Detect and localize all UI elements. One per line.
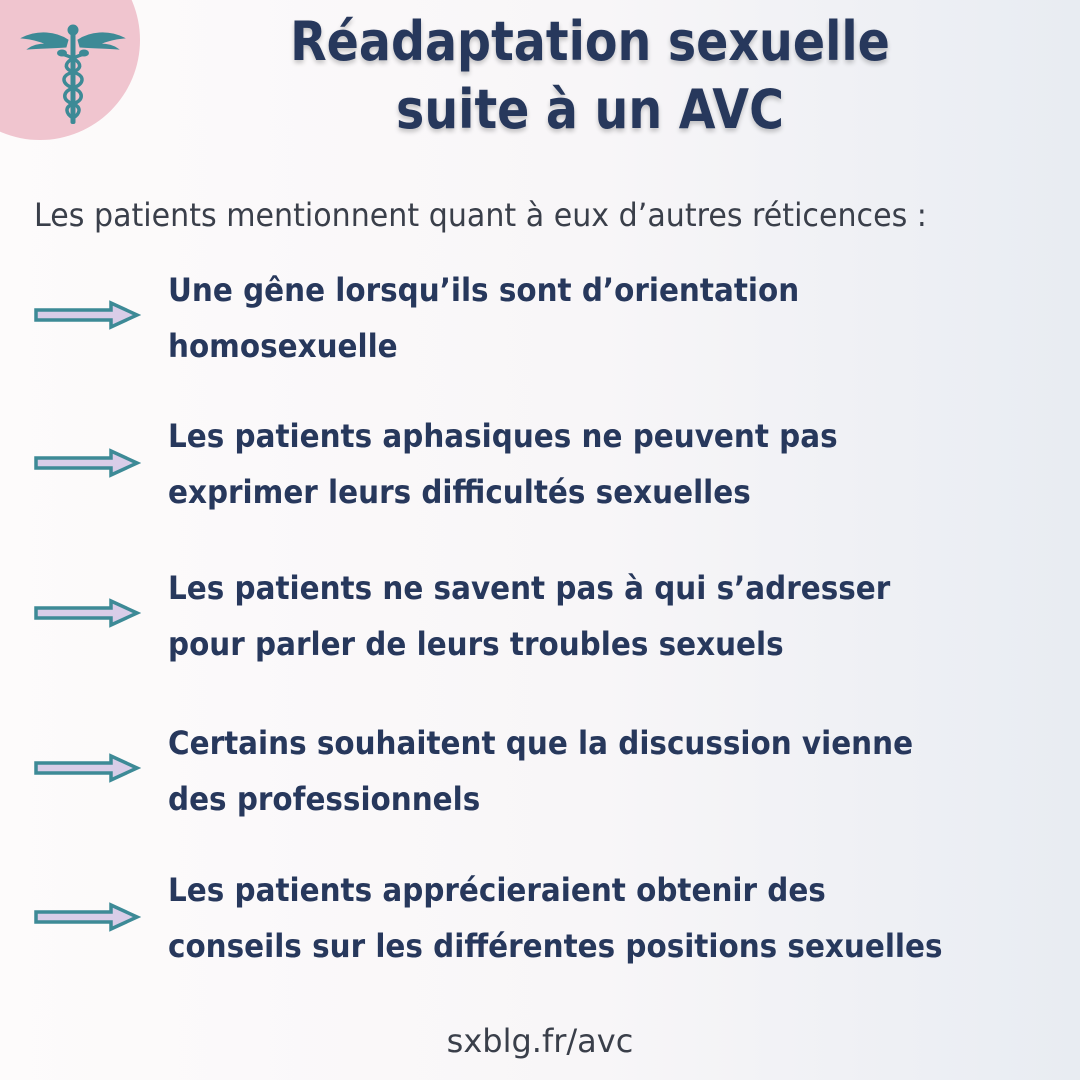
item-text bbox=[168, 862, 996, 974]
list-item bbox=[0, 408, 1080, 528]
item-line-1: Une gêne lorsqu’ils sont d’orientation bbox=[168, 271, 800, 309]
list-item bbox=[0, 560, 1080, 680]
item-line-2: conseils sur les différentes positions sexuelles bbox=[168, 927, 943, 965]
item-line-1: Les patients aphasiques ne peuvent pas bbox=[168, 417, 838, 455]
item-line-1: Certains souhaitent que la discussion vienne bbox=[168, 724, 914, 762]
arrow-right-icon bbox=[33, 902, 141, 932]
title-line-2: suite à un AVC bbox=[396, 78, 784, 141]
item-line-2: exprimer leurs difficultés sexuelles bbox=[168, 473, 751, 511]
list-item bbox=[0, 862, 1080, 982]
arrow-right-icon bbox=[33, 300, 141, 330]
footer-link[interactable]: sxblg.fr/avc bbox=[446, 1022, 634, 1060]
item-line-1: Les patients apprécieraient obtenir des bbox=[168, 871, 826, 909]
arrow-right-icon bbox=[33, 448, 141, 478]
arrow-right-icon bbox=[33, 753, 141, 783]
item-line-2: pour parler de leurs troubles sexuels bbox=[168, 625, 784, 663]
arrow-right-icon bbox=[33, 598, 141, 628]
intro-text: Les patients mentionnent quant à eux d’autres réticences : bbox=[34, 196, 927, 234]
item-text bbox=[168, 408, 996, 520]
item-text bbox=[168, 262, 996, 374]
title-line-1: Réadaptation sexuelle bbox=[290, 10, 890, 73]
list-item bbox=[0, 262, 1080, 382]
item-line-1: Les patients ne savent pas à qui s’adresser bbox=[168, 569, 891, 607]
caduceus-icon bbox=[18, 14, 128, 126]
item-line-2: homosexuelle bbox=[168, 327, 398, 365]
item-text bbox=[168, 560, 996, 672]
list-item bbox=[0, 715, 1080, 835]
page-title bbox=[194, 8, 986, 144]
item-line-2: des professionnels bbox=[168, 780, 481, 818]
item-text bbox=[168, 715, 996, 827]
